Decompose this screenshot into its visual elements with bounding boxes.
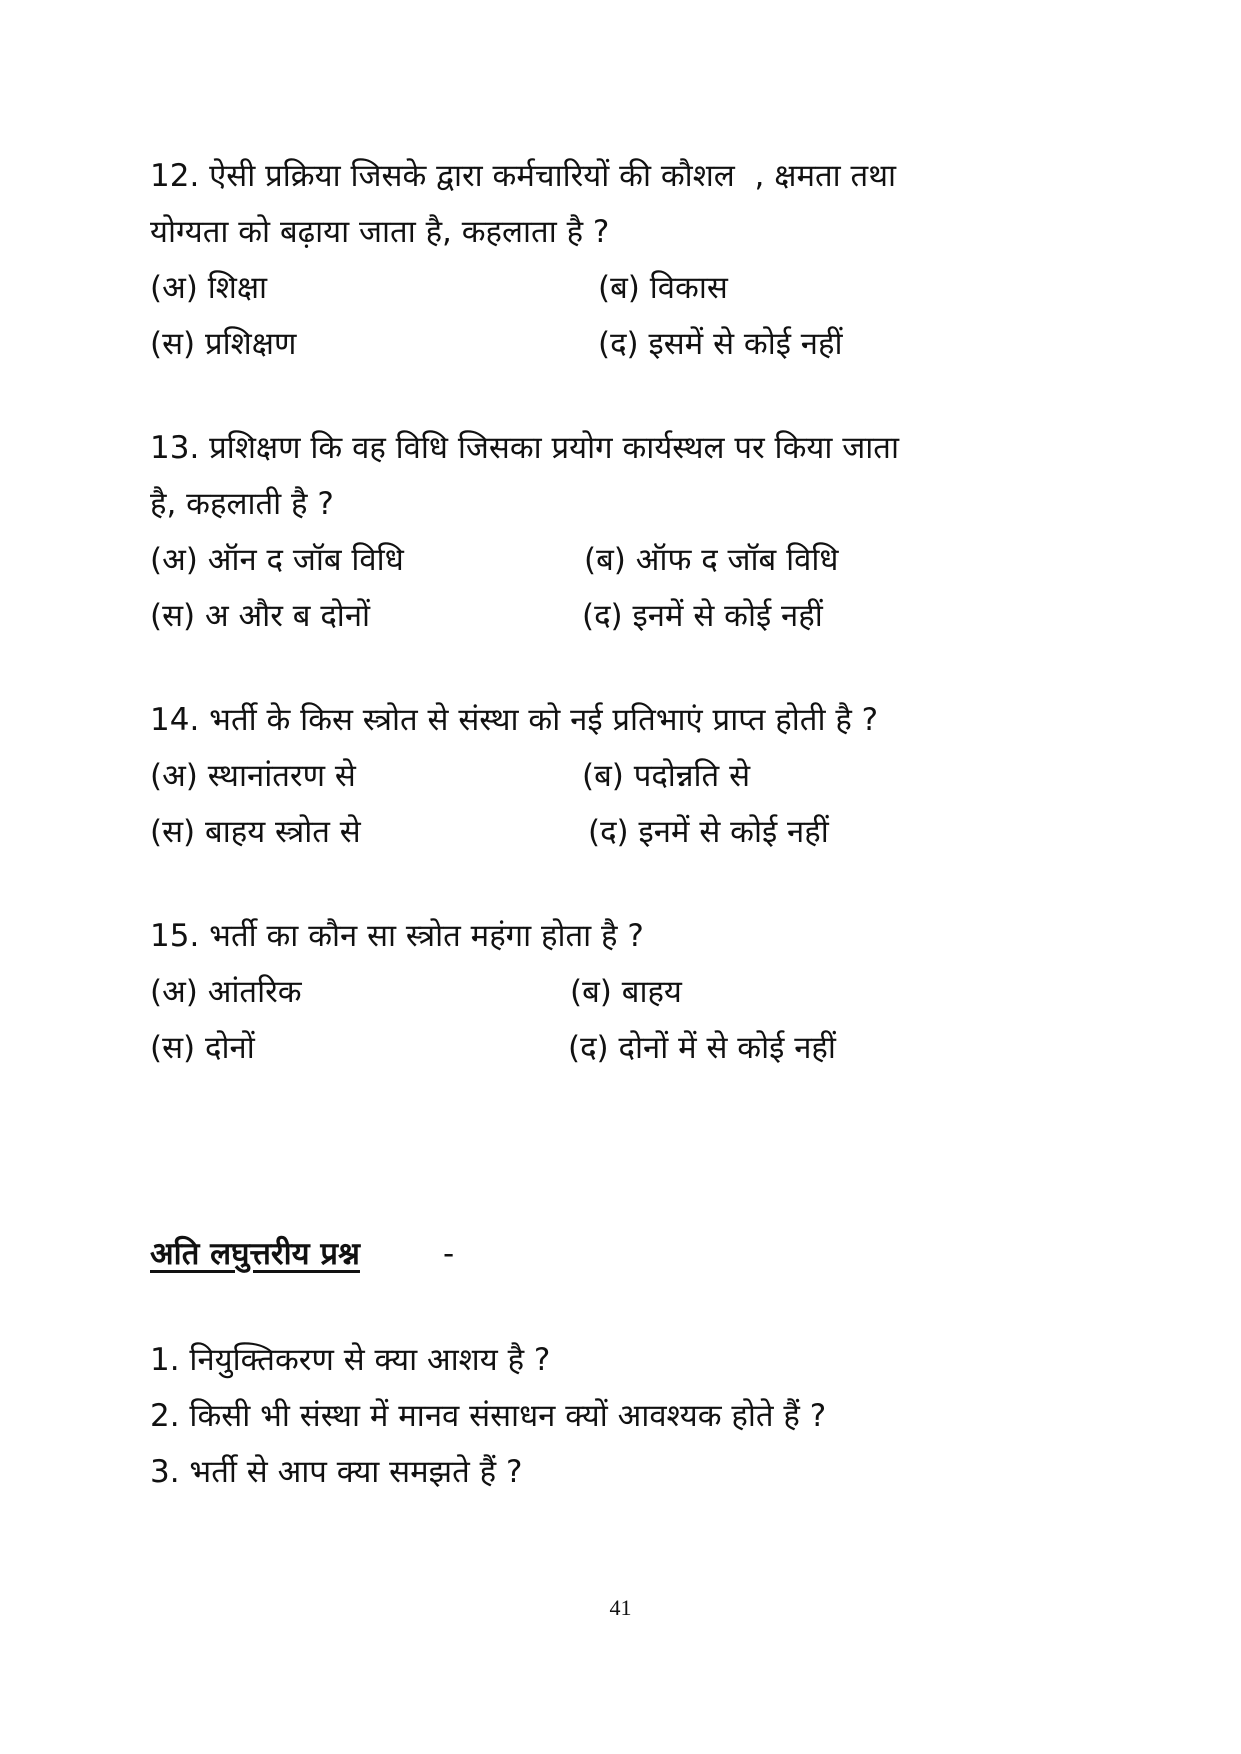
question-12-option-a: (अ) शिक्षा [150, 270, 268, 306]
question-15-option-c: (स) दोनों [150, 1030, 255, 1066]
question-14-stem-line-1: 14. भर्ती के किस स्त्रोत से संस्था को नई प्रतिभाएं प्राप्त होती है ? [150, 702, 879, 738]
short-question-1: 1. नियुक्तिकरण से क्या आशय है ? [150, 1342, 551, 1378]
question-15-stem-line-1: 15. भर्ती का कौन सा स्त्रोत महंगा होता है ? [150, 918, 644, 954]
short-question-2: 2. किसी भी संस्था में मानव संसाधन क्यों आवश्यक होते हैं ? [150, 1398, 827, 1434]
question-12-stem-line-1: 12. ऐसी प्रक्रिया जिसके द्वारा कर्मचारियों की कौशल , क्षमता तथा [150, 158, 897, 194]
question-15-option-b: (ब) बाहय [570, 974, 682, 1010]
question-14-option-c: (स) बाहय स्त्रोत से [150, 814, 361, 850]
question-13-option-d: (द) इनमें से कोई नहीं [582, 598, 823, 634]
short-question-3: 3. भर्ती से आप क्या समझते हैं ? [150, 1454, 523, 1490]
section-heading: अति लघुत्तरीय प्रश्न [150, 1236, 360, 1272]
section-heading-dash: - [443, 1236, 455, 1272]
question-13-stem-line-2: है, कहलाती है ? [150, 486, 334, 522]
question-14-option-d: (द) इनमें से कोई नहीं [588, 814, 829, 850]
question-13-stem-line-1: 13. प्रशिक्षण कि वह विधि जिसका प्रयोग कार्यस्थल पर किया जाता [150, 430, 899, 466]
question-12-option-d: (द) इसमें से कोई नहीं [598, 326, 843, 362]
question-15-option-a: (अ) आंतरिक [150, 974, 302, 1010]
question-14-option-b: (ब) पदोन्नति से [582, 758, 751, 794]
question-15-option-d: (द) दोनों में से कोई नहीं [568, 1030, 836, 1066]
question-14-option-a: (अ) स्थानांतरण से [150, 758, 356, 794]
question-12-option-c: (स) प्रशिक्षण [150, 326, 297, 362]
question-13-option-c: (स) अ और ब दोनों [150, 598, 371, 634]
question-12-stem-line-2: योग्यता को बढ़ाया जाता है, कहलाता है ? [150, 214, 610, 250]
question-12-option-b: (ब) विकास [598, 270, 728, 306]
question-13-option-a: (अ) ऑन द जॉब विधि [150, 542, 404, 578]
question-13-option-b: (ब) ऑफ द जॉब विधि [584, 542, 839, 578]
page-number: 41 [609, 1595, 632, 1620]
